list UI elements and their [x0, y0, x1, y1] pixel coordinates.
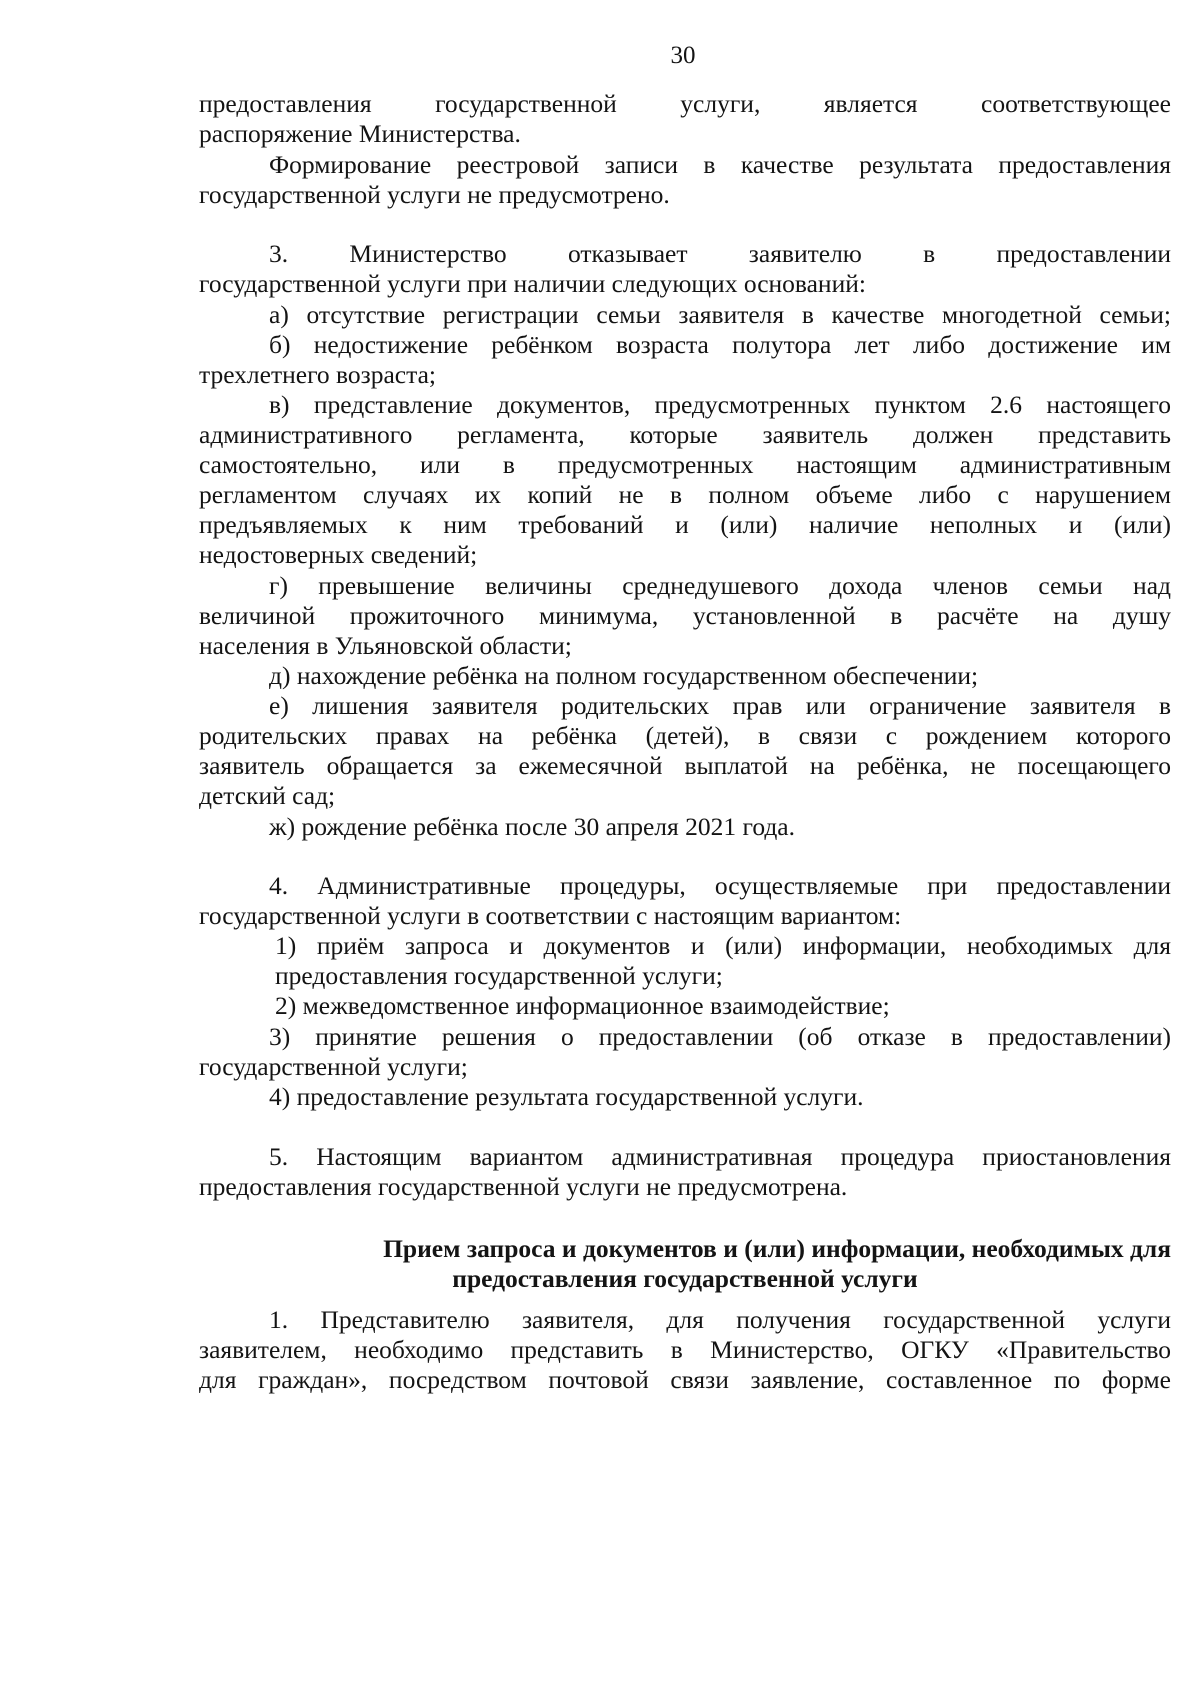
text-line: предоставления государственной услуги, является соответствующее: [199, 89, 1171, 118]
text-line: детский сад;: [199, 781, 336, 810]
text-line: заявитель обращается за ежемесячной выплатой на ребёнка, не посещающего: [199, 751, 1171, 780]
section-heading-line: предоставления государственной услуги: [452, 1264, 918, 1293]
text-line: предъявляемых к ним требований и (или) наличие неполных и (или): [199, 510, 1171, 539]
text-line: Формирование реестровой записи в качестве результата предоставления: [269, 150, 1171, 179]
text-line: е) лишения заявителя родительских прав или ограничение заявителя в: [269, 691, 1171, 720]
text-line: 3. Министерство отказывает заявителю в предоставлении: [269, 239, 1171, 268]
text-line: для граждан», посредством почтовой связи заявление, составленное по форме: [199, 1365, 1171, 1394]
text-line: 2) межведомственное информационное взаимодействие;: [275, 991, 890, 1020]
text-line: государственной услуги;: [199, 1052, 468, 1081]
text-line: населения в Ульяновской области;: [199, 631, 572, 660]
text-line: б) недостижение ребёнком возраста полутора лет либо достижение им: [269, 330, 1171, 359]
text-line: 5. Настоящим вариантом административная процедура приостановления: [269, 1142, 1171, 1171]
text-line: г) превышение величины среднедушевого дохода членов семьи над: [269, 571, 1171, 600]
text-line: заявителем, необходимо представить в Министерство, ОГКУ «Правительство: [199, 1335, 1171, 1364]
text-line: 4) предоставление результата государственной услуги.: [269, 1082, 864, 1111]
text-line: самостоятельно, или в предусмотренных настоящим административным: [199, 450, 1171, 479]
text-line: 1. Представителю заявителя, для получения государственной услуги: [269, 1305, 1171, 1334]
section-heading-line: Прием запроса и документов и (или) информации, необходимых для: [383, 1234, 1171, 1263]
text-line: государственной услуги при наличии следующих оснований:: [199, 269, 866, 298]
text-line: недостоверных сведений;: [199, 540, 478, 569]
text-line: государственной услуги не предусмотрено.: [199, 180, 670, 209]
text-line: в) представление документов, предусмотренных пунктом 2.6 настоящего: [269, 390, 1171, 419]
text-line: административного регламента, которые заявитель должен представить: [199, 420, 1171, 449]
text-line: д) нахождение ребёнка на полном государственном обеспечении;: [269, 661, 979, 690]
text-line: 3) принятие решения о предоставлении (об отказе в предоставлении): [269, 1022, 1171, 1051]
text-line: 1) приём запроса и документов и (или) информации, необходимых для: [275, 931, 1171, 960]
text-line: распоряжение Министерства.: [199, 119, 521, 148]
text-line: государственной услуги в соответствии с настоящим вариантом:: [199, 901, 902, 930]
text-line: регламентом случаях их копий не в полном объеме либо с нарушением: [199, 480, 1171, 509]
text-line: а) отсутствие регистрации семьи заявителя в качестве многодетной семьи;: [269, 300, 1171, 329]
text-line: родительских правах на ребёнка (детей), в связи с рождением которого: [199, 721, 1171, 750]
text-line: предоставления государственной услуги;: [275, 961, 723, 990]
text-line: 4. Административные процедуры, осуществляемые при предоставлении: [269, 871, 1171, 900]
page-number: 30: [670, 42, 696, 69]
text-line: предоставления государственной услуги не предусмотрена.: [199, 1172, 848, 1201]
text-line: трехлетнего возраста;: [199, 360, 436, 389]
text-line: величиной прожиточного минимума, установленной в расчёте на душу: [199, 601, 1171, 630]
text-line: ж) рождение ребёнка после 30 апреля 2021 года.: [269, 812, 795, 841]
